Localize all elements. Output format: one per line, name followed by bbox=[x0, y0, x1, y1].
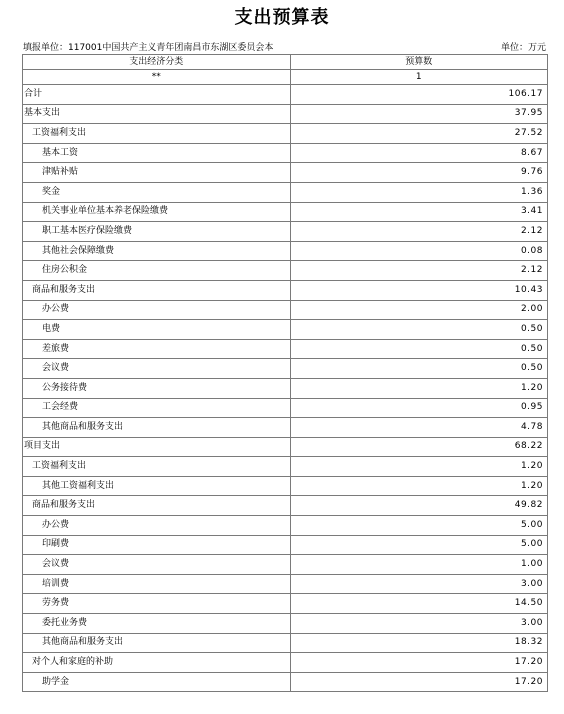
row-label: 机关事业单位基本养老保险缴费 bbox=[23, 202, 291, 222]
table-row bbox=[23, 457, 548, 477]
row-label: 助学金 bbox=[23, 672, 291, 692]
row-label: 项目支出 bbox=[23, 437, 291, 457]
row-value: 2.12 bbox=[290, 261, 547, 281]
row-label: 其他商品和服务支出 bbox=[23, 418, 291, 438]
table-body bbox=[23, 85, 548, 692]
row-value: 17.20 bbox=[290, 672, 547, 692]
table-row bbox=[23, 378, 548, 398]
table-index-row bbox=[23, 70, 548, 85]
row-label: 差旅费 bbox=[23, 339, 291, 359]
row-label: 印刷费 bbox=[23, 535, 291, 555]
row-value: 4.78 bbox=[290, 418, 547, 438]
table-row bbox=[23, 182, 548, 202]
row-value: 1.20 bbox=[290, 476, 547, 496]
row-label: 住房公积金 bbox=[23, 261, 291, 281]
row-value: 0.50 bbox=[290, 359, 547, 379]
row-label: 培训费 bbox=[23, 574, 291, 594]
row-value: 49.82 bbox=[290, 496, 547, 516]
table-row bbox=[23, 555, 548, 575]
table-row bbox=[23, 261, 548, 281]
row-value: 68.22 bbox=[290, 437, 547, 457]
row-value: 18.32 bbox=[290, 633, 547, 653]
table-row bbox=[23, 653, 548, 673]
reporting-unit: 填报单位：117001中国共产主义青年团南昌市东湖区委员会本 bbox=[23, 43, 274, 53]
row-label: 办公费 bbox=[23, 300, 291, 320]
row-label: 电费 bbox=[23, 320, 291, 340]
page-title: 支出预算表 bbox=[234, 7, 330, 28]
row-value: 9.76 bbox=[290, 163, 547, 183]
table-row bbox=[23, 359, 548, 379]
table-row bbox=[23, 339, 548, 359]
row-label: 办公费 bbox=[23, 516, 291, 536]
row-value: 14.50 bbox=[290, 594, 547, 614]
row-value: 27.52 bbox=[290, 124, 547, 144]
row-label: 其他工资福利支出 bbox=[23, 476, 291, 496]
row-label: 劳务费 bbox=[23, 594, 291, 614]
table-row bbox=[23, 104, 548, 124]
table-row bbox=[23, 85, 548, 105]
row-label: 基本支出 bbox=[23, 104, 291, 124]
row-label: 其他商品和服务支出 bbox=[23, 633, 291, 653]
row-value: 0.50 bbox=[290, 339, 547, 359]
table-row bbox=[23, 280, 548, 300]
row-value: 37.95 bbox=[290, 104, 547, 124]
row-value: 17.20 bbox=[290, 653, 547, 673]
budget-table bbox=[22, 54, 548, 692]
row-label: 工资福利支出 bbox=[23, 457, 291, 477]
table-row bbox=[23, 418, 548, 438]
row-value: 1.20 bbox=[290, 457, 547, 477]
row-label: 合计 bbox=[23, 85, 291, 105]
row-value: 1.20 bbox=[290, 378, 547, 398]
row-value: 1.36 bbox=[290, 182, 547, 202]
row-value: 0.08 bbox=[290, 241, 547, 261]
table-row bbox=[23, 594, 548, 614]
table-row bbox=[23, 143, 548, 163]
row-label: 基本工资 bbox=[23, 143, 291, 163]
row-value: 2.12 bbox=[290, 222, 547, 242]
row-value: 3.00 bbox=[290, 614, 547, 634]
row-value: 5.00 bbox=[290, 516, 547, 536]
row-value: 1.00 bbox=[290, 555, 547, 575]
row-value: 3.00 bbox=[290, 574, 547, 594]
column-header-category: 支出经济分类 bbox=[23, 55, 291, 70]
table-row bbox=[23, 496, 548, 516]
table-header-row bbox=[23, 55, 548, 70]
row-label: 会议费 bbox=[23, 555, 291, 575]
table-row bbox=[23, 320, 548, 340]
table-row bbox=[23, 398, 548, 418]
table-row bbox=[23, 633, 548, 653]
table-row bbox=[23, 300, 548, 320]
row-label: 工资福利支出 bbox=[23, 124, 291, 144]
row-label: 商品和服务支出 bbox=[23, 496, 291, 516]
table-row bbox=[23, 672, 548, 692]
table-row bbox=[23, 437, 548, 457]
column-header-amount: 预算数 bbox=[290, 55, 547, 70]
row-label: 工会经费 bbox=[23, 398, 291, 418]
table-row bbox=[23, 202, 548, 222]
table-row bbox=[23, 535, 548, 555]
row-label: 委托业务费 bbox=[23, 614, 291, 634]
row-label: 职工基本医疗保险缴费 bbox=[23, 222, 291, 242]
table-row bbox=[23, 124, 548, 144]
row-label: 对个人和家庭的补助 bbox=[23, 653, 291, 673]
index-cell-amount: 1 bbox=[290, 70, 547, 85]
row-label: 奖金 bbox=[23, 182, 291, 202]
row-value: 0.95 bbox=[290, 398, 547, 418]
index-cell-category: ** bbox=[23, 70, 291, 85]
row-value: 10.43 bbox=[290, 280, 547, 300]
row-value: 5.00 bbox=[290, 535, 547, 555]
row-value: 8.67 bbox=[290, 143, 547, 163]
row-value: 2.00 bbox=[290, 300, 547, 320]
currency-unit: 单位：万元 bbox=[500, 43, 546, 53]
table-row bbox=[23, 222, 548, 242]
row-label: 公务接待费 bbox=[23, 378, 291, 398]
row-label: 其他社会保障缴费 bbox=[23, 241, 291, 261]
row-value: 3.41 bbox=[290, 202, 547, 222]
table-row bbox=[23, 516, 548, 536]
table-row bbox=[23, 574, 548, 594]
row-value: 106.17 bbox=[290, 85, 547, 105]
row-value: 0.50 bbox=[290, 320, 547, 340]
table-row bbox=[23, 241, 548, 261]
row-label: 津贴补贴 bbox=[23, 163, 291, 183]
row-label: 会议费 bbox=[23, 359, 291, 379]
table-row bbox=[23, 163, 548, 183]
table-row bbox=[23, 614, 548, 634]
row-label: 商品和服务支出 bbox=[23, 280, 291, 300]
table-row bbox=[23, 476, 548, 496]
